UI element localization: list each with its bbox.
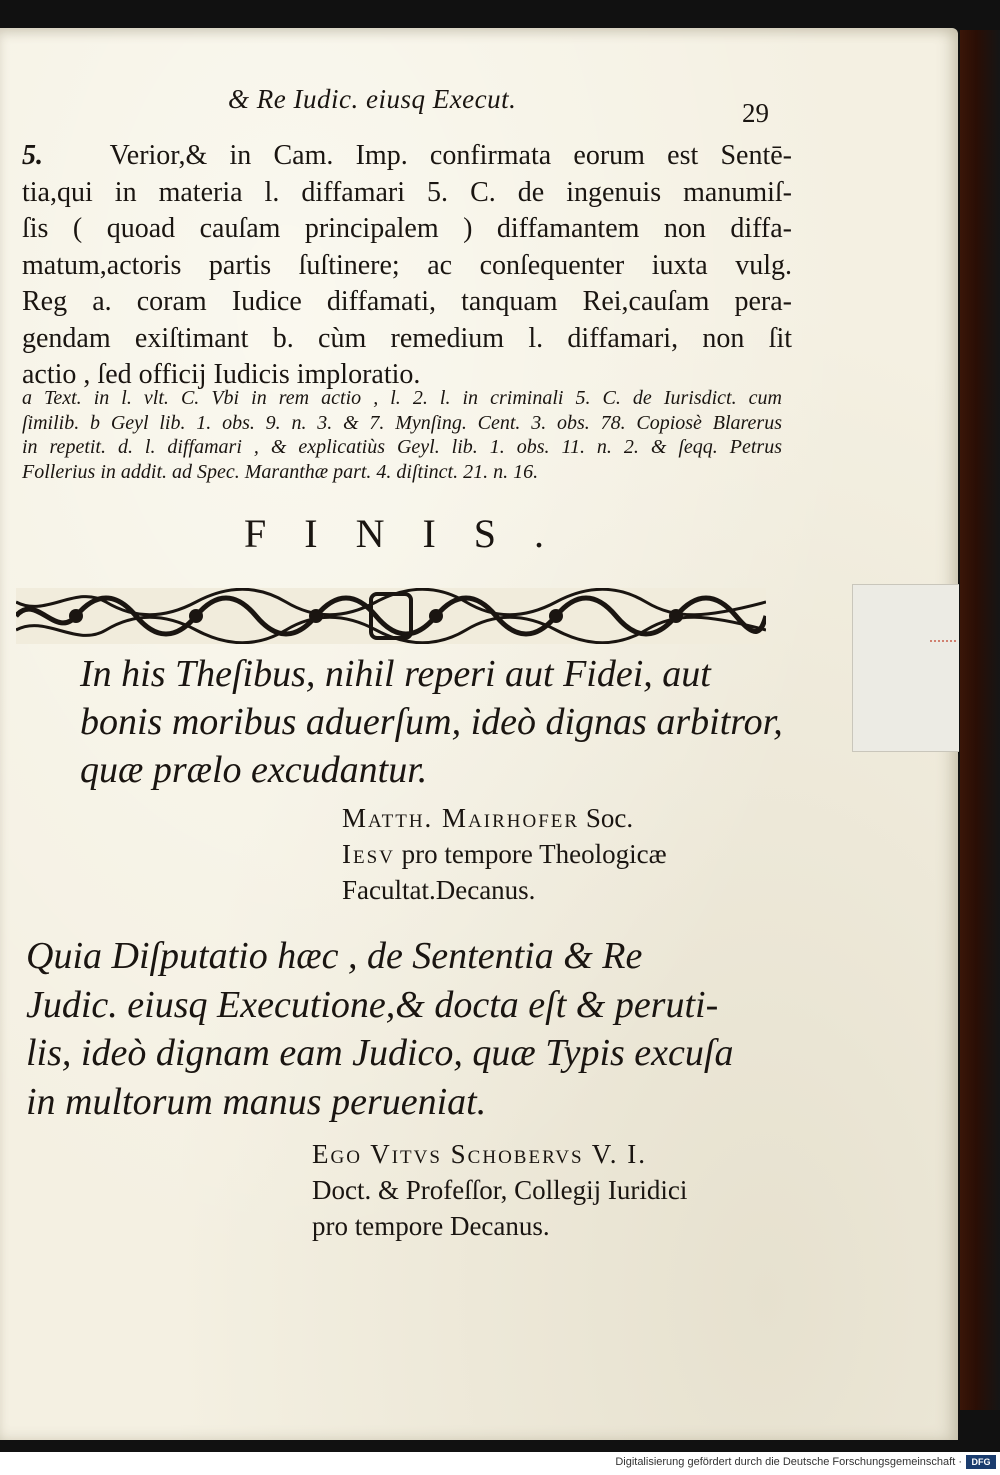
footnote-line: ſimilib. b Geyl lib. 1. obs. 9. n. 3. & 7. Mynſing. Cent. 3. obs. 78. Copiosè Blarerus	[22, 411, 782, 434]
footnote-line: Follerius in addit. ad Spec. Maranthæ part. 4. diſtinct. 21. n. 16.	[22, 460, 539, 483]
body-paragraph	[22, 138, 792, 394]
censor-line: quæ prælo excudantur.	[80, 749, 428, 791]
censor-approval	[80, 650, 783, 794]
paragraph-marker: 5.	[22, 140, 43, 171]
censor-line: bonis moribus aduerſum, ideò dignas arbitror,	[80, 701, 783, 743]
body-line: tia,qui in materia l. diffamari 5. C. de ingenuis manumiſ-	[22, 176, 792, 208]
bookmark-stitch	[930, 640, 956, 672]
book-edge	[960, 30, 1000, 1410]
body-line: actio , ſed officij Iudicis imploratio.	[22, 359, 421, 390]
page-number: 29	[742, 98, 769, 128]
body-line: 5. Verior,& in Cam. Imp. confirmata eorum est Sentē-	[22, 140, 792, 171]
censor-signature	[342, 800, 772, 908]
signature-line: Facultat.Decanus.	[342, 875, 536, 905]
approval-line: Quia Diſputatio hæc , de Sententia & Re	[26, 935, 643, 977]
dfg-logo: DFG	[966, 1455, 996, 1469]
body-line: matum,actoris partis ſuſtinere; ac conſequenter iuxta vulg.	[22, 249, 792, 281]
dean-signature	[312, 1136, 782, 1244]
footnotes	[22, 386, 782, 484]
signature-line: Iesv pro tempore Theologicæ	[342, 839, 667, 869]
footnote-line: in repetit. d. l. diffamari , & explicatiùs Geyl. lib. 1. obs. 11. n. 2. & ſeqq. Petrus	[22, 436, 782, 458]
approval-line: in multorum manus perueniat.	[26, 1080, 487, 1123]
body-line: Reg a. coram Iudice diffamati, tanquam Rei,cauſam pera-	[22, 286, 792, 317]
approval-line: Judic. eiusq Executione,& docta eſt & peruti-	[26, 983, 719, 1026]
signature-line: Doct. & Profeſſor, Collegij Iuridici	[312, 1175, 688, 1205]
faculty-approval	[26, 932, 776, 1126]
body-line: ſis ( quoad cauſam principalem ) diffamantem non diffa-	[22, 213, 792, 244]
running-header: & Re Iudic. eiusq Execut.	[228, 84, 517, 114]
signature-line: Ego Vitvs Schobervs V. I.	[312, 1139, 648, 1169]
footnote-line: a Text. in l. vlt. C. Vbi in rem actio , l. 2. l. in criminali 5. C. de Iurisdict. cum	[22, 387, 782, 409]
signature-line: pro tempore Decanus.	[312, 1211, 550, 1241]
ornament-band	[16, 588, 766, 644]
signature-line: Matth. Mairhofer Soc.	[342, 803, 634, 833]
digitization-credit: Digitalisierung gefördert durch die Deutsche Forschungsgemeinschaft ·	[615, 1456, 962, 1468]
approval-line: lis, ideò dignam eam Judico, quæ Typis excuſa	[26, 1032, 734, 1074]
finis-heading: FINIS.	[244, 511, 583, 556]
censor-line: In his Theſibus, nihil reperi aut Fidei, aut	[80, 653, 711, 695]
body-line: gendam exiſtimant b. cùm remedium l. diffamari, non ſit	[22, 322, 792, 354]
